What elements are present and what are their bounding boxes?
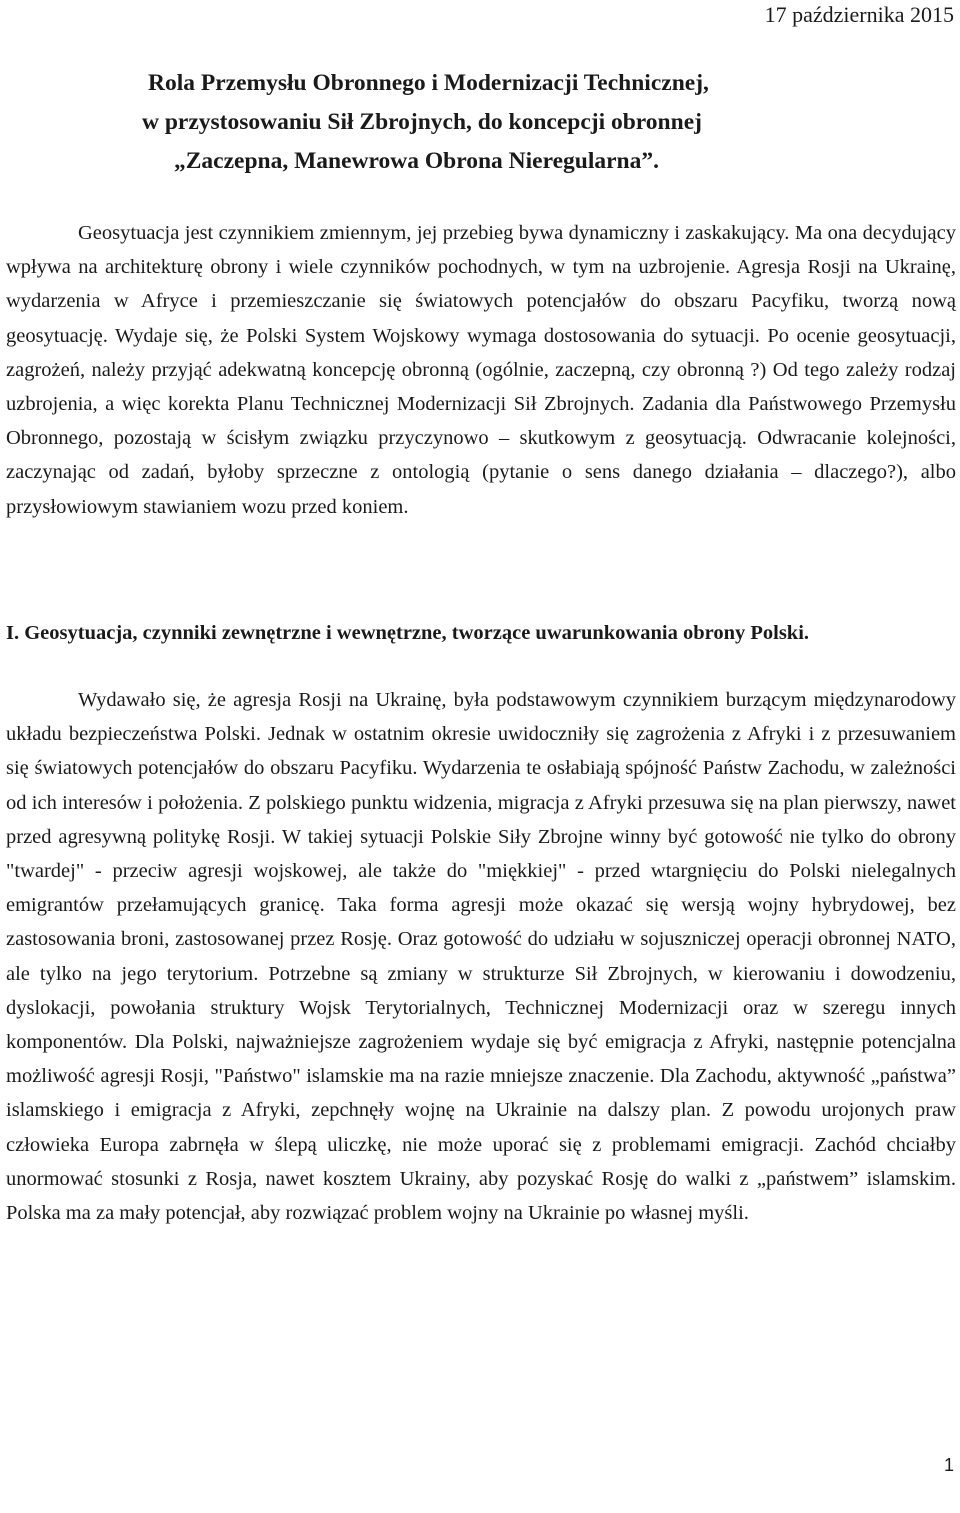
intro-text: Geosytuacja jest czynnikiem zmiennym, jej przebieg bywa dynamiczny i zaskakujący. Ma ona decydujący wpływa na architekturę obrony i wiele czynników pochodnych, w tym na uzbrojenie. Agresja Rosji na Ukrainę, wydarzenia w Afryce i przemieszczanie się światowych potencjałów do obszaru Pacyfiku, tworzą nową geosytuację. Wydaje się, że Polski System Wojskowy wymaga dostosowania do sytuacji. Po ocenie geosytuacji, zagrożeń, należy przyjąć adekwatną koncepcję obronną (ogólnie, zaczepną, czy obronną ?) Od tego zależy rodzaj uzbrojenia, a więc korekta Planu Technicznej Modernizacji Sił Zbrojnych. Zadania dla Państwowego Przemysłu Obronnego, pozostają w ścisłym związku przyczynowo – skutkowym z geosytuacją. Odwracanie kolejności, zaczynając od zadań, byłoby sprzeczne z ontologią (pytanie o sens danego działania – dlaczego?), albo przysłowiowym stawianiem wozu przed koniem.: [6, 222, 956, 518]
title-line-2: w przystosowaniu Sił Zbrojnych, do koncepcji obronnej: [142, 109, 702, 135]
title-line-1: Rola Przemysłu Obronnego i Modernizacji Technicznej,: [148, 70, 709, 96]
section-heading: I. Geosytuacja, czynniki zewnętrzne i wewnętrzne, tworzące uwarunkowania obrony Polski.: [6, 622, 810, 644]
intro-paragraph: [6, 216, 956, 524]
document-date: 17 października 2015: [764, 2, 954, 27]
page-number: 1: [943, 1455, 954, 1475]
section-paragraph: [6, 683, 956, 1230]
title-line-3: „Zaczepna, Manewrowa Obrona Nieregularna”.: [174, 148, 659, 174]
document-title: [100, 64, 900, 181]
section-paragraph-text: Wydawało się, że agresja Rosji na Ukrainę, była podstawowym czynnikiem burzącym międzynarodowy układu bezpieczeństwa Polski. Jednak w ostatnim okresie uwidoczniły się zagrożenia z Afryki i z przesuwaniem się światowych potencjałów do obszaru Pacyfiku. Wydarzenia te osłabiają spójność Państw Zachodu, w zależności od ich interesów i położenia. Z polskiego punktu widzenia, migracja z Afryki przesuwa się na plan pierwszy, nawet przed agresywną politykę Rosji. W takiej sytuacji Polskie Siły Zbrojne winny być gotowość nie tylko do obrony "twardej" - przeciw agresji wojskowej, ale także do "miękkiej" - przed wtargnięciu do Polski nielegalnych emigrantów przełamujących granicę. Taka forma agresji może okazać się wersją wojny hybrydowej, bez zastosowania broni, zastosowanej przez Rosję. Oraz gotowość do udziału w sojuszniczej operacji obronnej NATO, ale tylko na jego terytorium. Potrzebne są zmiany w strukturze Sił Zbrojnych, w kierowaniu i dowodzeniu, dyslokacji, powołania struktury Wojsk Terytorialnych, Technicznej Modernizacji oraz w szeregu innych komponentów. Dla Polski, najważniejsze zagrożeniem wydaje się być emigracja z Afryki, następnie potencjalna możliwość agresji Rosji, "Państwo" islamskie ma na razie mniejsze znaczenie. Dla Zachodu, aktywność „państwa” islamskiego i emigracja z Afryki, zepchnęły wojnę na Ukrainie na dalszy plan. Z powodu urojonych praw człowieka Europa zabrnęła w ślepą uliczkę, nie może uporać się z problemami emigracji. Zachód chciałby unormować stosunki z Rosja, nawet kosztem Ukrainy, aby pozyskać Rosję do walki z „państwem” islamskim. Polska ma za mały potencjał, aby rozwiązać problem wojny na Ukrainie po własnej myśli.: [6, 689, 956, 1225]
